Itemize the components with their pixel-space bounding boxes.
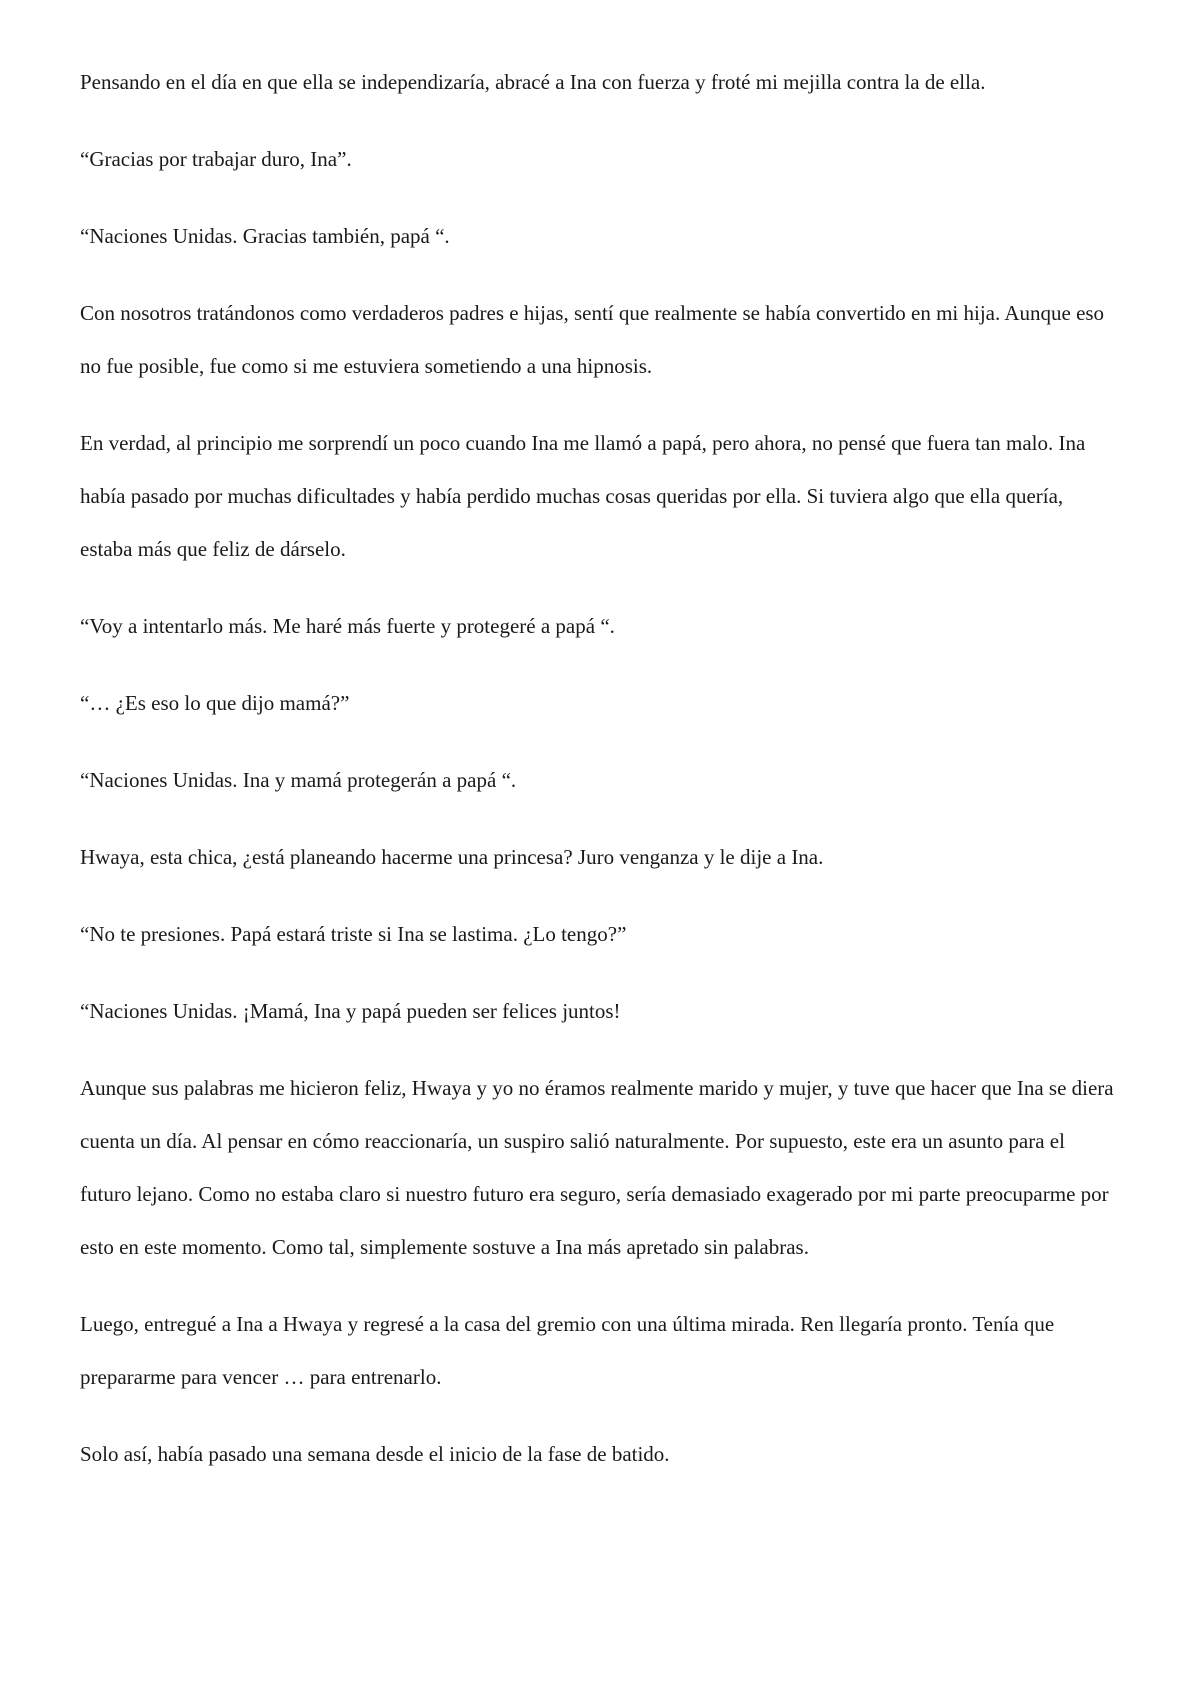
paragraph: “Naciones Unidas. Ina y mamá protegerán a papá “. xyxy=(80,768,517,792)
paragraph: Con nosotros tratándonos como verdaderos padres e hijas, sentí que realmente se había convertido en mi hija. Aunque eso no fue posible, fue como si me estuviera sometiendo a una hipnosis. xyxy=(80,301,1105,378)
paragraph: “… ¿Es eso lo que dijo mamá?” xyxy=(80,691,350,715)
paragraph: “No te presiones. Papá estará triste si Ina se lastima. ¿Lo tengo?” xyxy=(80,922,627,946)
paragraph: “Voy a intentarlo más. Me haré más fuerte y protegeré a papá “. xyxy=(80,614,615,638)
paragraph: Pensando en el día en que ella se independizaría, abracé a Ina con fuerza y froté mi mejilla contra la de ella. xyxy=(80,70,986,94)
paragraph: “Gracias por trabajar duro, Ina”. xyxy=(80,147,352,171)
paragraph: Aunque sus palabras me hicieron feliz, Hwaya y yo no éramos realmente marido y mujer, y tuve que hacer que Ina se diera cuenta un día. Al pensar en cómo reaccionaría, un suspiro salió naturalmente. Por supuesto, este era un asunto para el futuro lejano. Como no estaba claro si nuestro futuro era seguro, sería demasiado exagerado por mi parte preocuparme por esto en este momento. Como tal, simplemente sostuve a Ina más apretado sin palabras. xyxy=(80,1076,1114,1259)
paragraph: En verdad, al principio me sorprendí un poco cuando Ina me llamó a papá, pero ahora, no pensé que fuera tan malo. Ina había pasado por muchas dificultades y había perdido muchas cosas queridas por ella. Si tuviera algo que ella quería, estaba más que feliz de dárselo. xyxy=(80,431,1086,561)
paragraph: “Naciones Unidas. ¡Mamá, Ina y papá pueden ser felices juntos! xyxy=(80,999,621,1023)
paragraph: Luego, entregué a Ina a Hwaya y regresé a la casa del gremio con una última mirada. Ren llegaría pronto. Tenía que prepararme para vencer … para entrenarlo. xyxy=(80,1312,1055,1389)
paragraph: Solo así, había pasado una semana desde el inicio de la fase de batido. xyxy=(80,1442,670,1466)
paragraph: Hwaya, esta chica, ¿está planeando hacerme una princesa? Juro venganza y le dije a Ina. xyxy=(80,845,824,869)
paragraph: “Naciones Unidas. Gracias también, papá “. xyxy=(80,224,450,248)
document-page xyxy=(80,56,1120,1505)
